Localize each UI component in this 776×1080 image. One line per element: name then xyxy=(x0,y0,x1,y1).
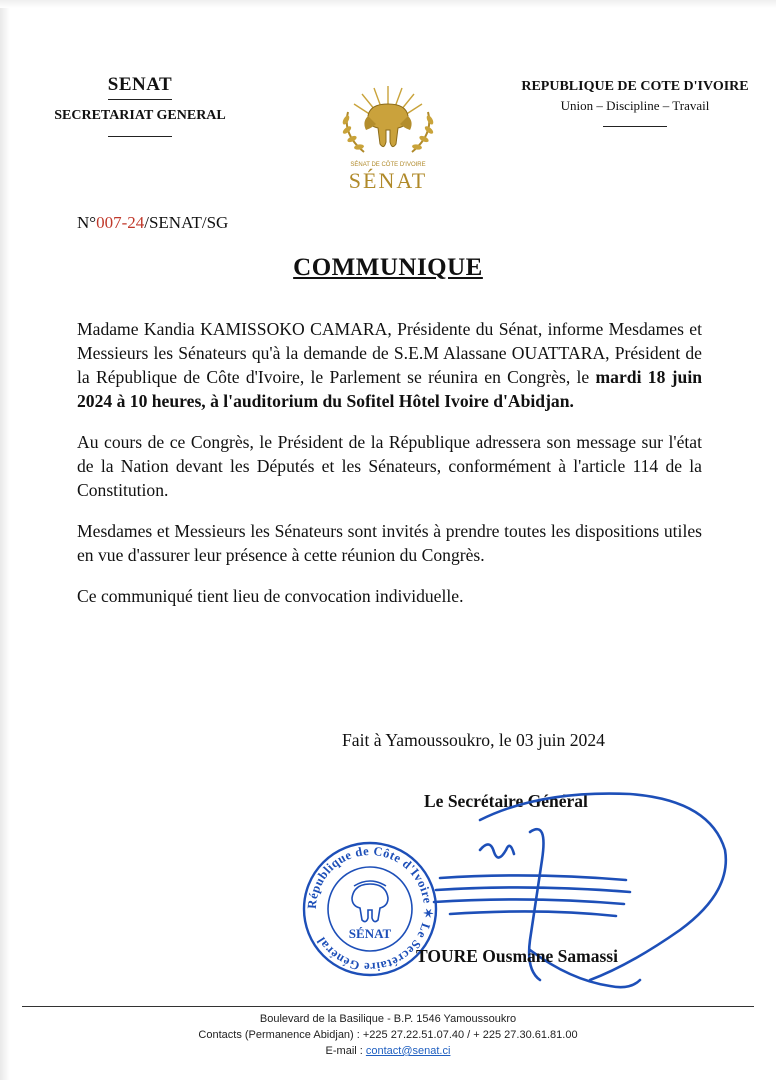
senat-logo xyxy=(334,82,442,194)
header-right-rule xyxy=(603,126,667,127)
logo-wordmark: SÉNAT xyxy=(348,168,428,193)
senat-title: SENAT xyxy=(107,74,173,95)
footer-email-link[interactable]: contact@senat.ci xyxy=(365,1045,451,1057)
header-left-rule-1 xyxy=(108,99,172,100)
paragraph-3: Mesdames et Messieurs les Sénateurs sont invités à prendre toutes les dispositions utiles en vue d'assurer leur présence à cette réunion du Congrès. xyxy=(77,521,702,565)
document-title: COMMUNIQUE xyxy=(293,254,483,281)
signatory-name: TOURE Ousmane Samassi xyxy=(416,946,618,966)
footer-email-label: E-mail : xyxy=(325,1045,366,1057)
paragraph-1-text: Madame Kandia KAMISSOKO CAMARA, Présidente du Sénat, informe Mesdames et Messieurs les Sénateurs qu'à la demande de S.E.M Alassane OUATTARA, Président de la République de Côte d'Ivoire, le Parlement se réunira en Congrès, le xyxy=(77,319,702,387)
republic-motto: Union – Discipline – Travail xyxy=(560,98,710,113)
scan-shadow-top xyxy=(0,0,776,8)
paragraph-1-bold: mardi 18 juin 2024 à 10 heures, à l'auditorium du Sofitel Hôtel Ivoire d'Abidjan. xyxy=(77,367,702,411)
place-date: Fait à Yamoussoukro, le 03 juin 2024 xyxy=(342,730,605,750)
secretariat-title: SECRETARIAT GENERAL xyxy=(54,108,226,123)
footer-rule xyxy=(22,1006,754,1007)
stamp-center-text: SÉNAT xyxy=(348,926,392,941)
reference-prefix: N° xyxy=(77,213,97,232)
signatory-title: Le Secrétaire Général xyxy=(424,791,588,811)
header-left xyxy=(30,74,250,137)
footer-email-line xyxy=(0,1043,776,1059)
republic-title: REPUBLIQUE DE COTE D'IVOIRE xyxy=(521,79,749,94)
reference-number xyxy=(77,213,228,233)
footer-address: Boulevard de la Basilique - B.P. 1546 Yamoussoukro xyxy=(259,1013,517,1025)
stamp-ring-text: République de Côte d'Ivoire ✶ Le Secrétaire Général xyxy=(304,843,436,975)
paragraph-4: Ce communiqué tient lieu de convocation individuelle. xyxy=(77,586,464,606)
footer-contacts: Contacts (Permanence Abidjan) : +225 27.22.51.07.40 / + 225 27.30.61.81.00 xyxy=(198,1029,578,1041)
reference-suffix: /SENAT/SG xyxy=(144,213,229,232)
header-right xyxy=(504,79,766,127)
handwritten-signature xyxy=(380,780,750,1010)
document-body xyxy=(77,317,702,625)
senat-emblem-icon xyxy=(334,82,442,162)
reference-number-value: 007-24 xyxy=(96,213,145,232)
paragraph-2: Au cours de ce Congrès, le Président de la République adressera son message sur l'état de la Nation devant les Députés et les Sénateurs, conformément à l'article 114 de la Constitution. xyxy=(77,432,702,500)
scan-shadow-left xyxy=(0,0,10,1080)
logo-caption: SÉNAT DE CÔTE D'IVOIRE xyxy=(350,162,426,168)
header-left-rule-2 xyxy=(108,136,172,137)
paragraph-1 xyxy=(77,317,702,413)
footer xyxy=(0,1011,776,1059)
